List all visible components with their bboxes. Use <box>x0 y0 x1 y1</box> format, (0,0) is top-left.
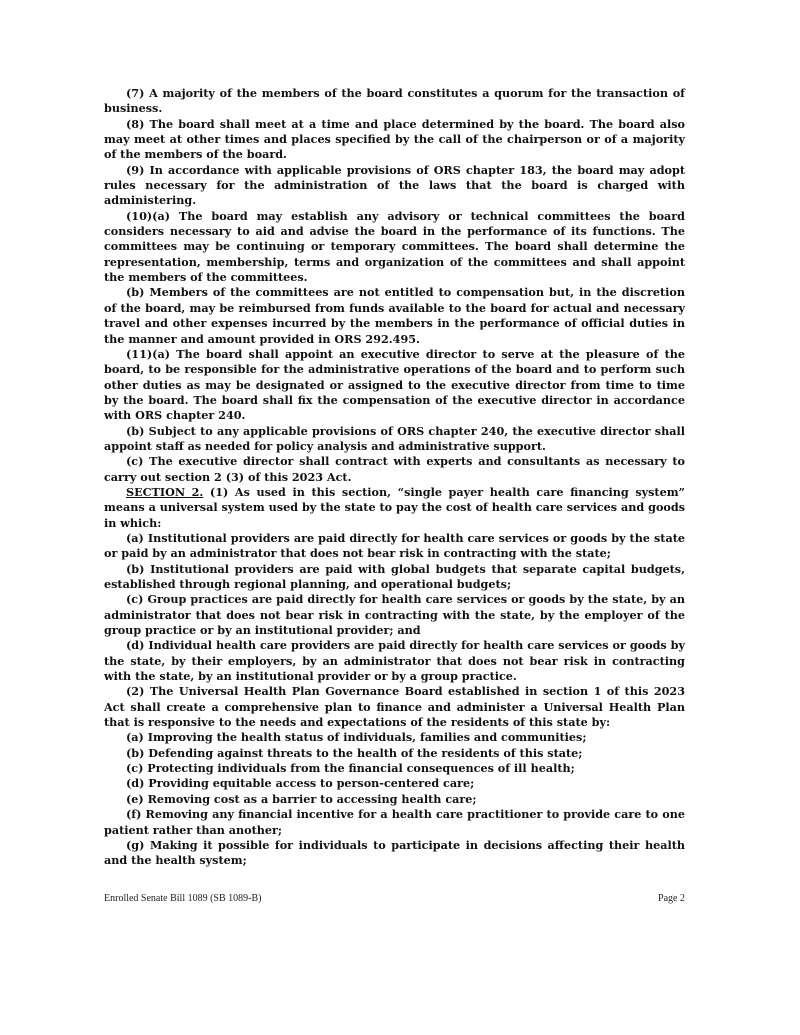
paragraph-2-2g: (g) Making it possible for individuals to participate in decisions affecting their health and the health system; <box>104 837 685 868</box>
paragraph-2-2c: (c) Protecting individuals from the financial consequences of ill health; <box>126 761 575 776</box>
paragraph-2-1b: (b) Institutional providers are paid with global budgets that separate capital budgets, established through regional planning, and operational budgets; <box>104 561 685 591</box>
paragraph-9-rules: (9) In accordance with applicable provisions of ORS chapter 183, the board may adopt rules necessary for the administration of the laws that the board is charged with administering. <box>104 162 685 208</box>
paragraph-7-quorum: (7) A majority of the members of the board constitutes a quorum for the transaction of business. <box>104 86 685 116</box>
section-2-paragraph-1 <box>104 485 685 531</box>
paragraph-2-2: (2) The Universal Health Plan Governance Board established in section 1 of this 2023 Act shall create a comprehensive plan to finance and administer a Universal Health Plan that is responsive to the needs and expectations of the residents of this state by: <box>104 684 685 730</box>
paragraph-2-1d: (d) Individual health care providers are paid directly for health care services or goods by the state, by their employers, by an administrator that does not bear risk in contracting with the state, by an institutional provider or by a group practice. <box>104 638 685 684</box>
section-2-text: (1) As used in this section, “single payer health care financing system” means a universal system used by the state to pay the cost of health care services and goods in which: <box>104 484 685 530</box>
paragraph-2-2f: (f) Removing any financial incentive for a health care practitioner to provide care to one patient rather than another; <box>104 807 685 837</box>
paragraph-10b-compensation: (b) Members of the committees are not entitled to compensation but, in the discretion of the board, may be reimbursed from funds available to the board for actual and necessary travel and other expenses incurred by the members in the performance of official duties in the manner and amount provided in ORS 292.495. <box>104 285 685 346</box>
document-body <box>104 86 685 869</box>
paragraph-10a-committees: (10)(a) The board may establish any advisory or technical committees the board considers necessary to aid and advise the board in the performance of its functions. The committees may be continuing or temporary committees. The board shall determine the representation, membership, terms and organization of the committees and shall appoint the members of the committees. <box>104 208 685 285</box>
paragraph-2-2b: (b) Defending against threats to the health of the residents of this state; <box>126 745 583 760</box>
paragraph-2-2a: (a) Improving the health status of individuals, families and communities; <box>126 730 587 745</box>
paragraph-2-1a: (a) Institutional providers are paid directly for health care services or goods by the state or paid by an administrator that does not bear risk in contracting with the state; <box>104 530 685 561</box>
paragraph-11c-contracts: (c) The executive director shall contract with experts and consultants as necessary to carry out section 2 (3) of this 2023 Act. <box>104 454 685 484</box>
footer-bill-title: Enrolled Senate Bill 1089 (SB 1089-B) <box>104 893 262 904</box>
paragraph-11b-staff: (b) Subject to any applicable provisions of ORS chapter 240, the executive director shall appoint staff as needed for policy analysis and administrative support. <box>104 423 685 453</box>
paragraph-2-2e: (e) Removing cost as a barrier to accessing health care; <box>126 791 477 806</box>
section-2-heading: SECTION 2. <box>126 484 204 499</box>
paragraph-11a-executive-director: (11)(a) The board shall appoint an executive director to serve at the pleasure of the board, to be responsible for the administrative operations of the board and to perform such other duties as may be designated or assigned to the executive director from time to time by the board. The board shall fix the compensation of the executive director in accordance with ORS chapter 240. <box>104 346 685 423</box>
paragraph-2-1c: (c) Group practices are paid directly for health care services or goods by the state, by an administrator that does not bear risk in contracting with the state, by the employer of the group practice or by an institutional provider; and <box>104 592 685 638</box>
page-footer <box>104 893 685 904</box>
paragraph-2-2d: (d) Providing equitable access to person-centered care; <box>126 776 475 791</box>
footer-page-number: Page 2 <box>658 893 685 904</box>
paragraph-8-meetings: (8) The board shall meet at a time and place determined by the board. The board also may meet at other times and places specified by the call of the chairperson or of a majority of the members of the board. <box>104 116 685 162</box>
